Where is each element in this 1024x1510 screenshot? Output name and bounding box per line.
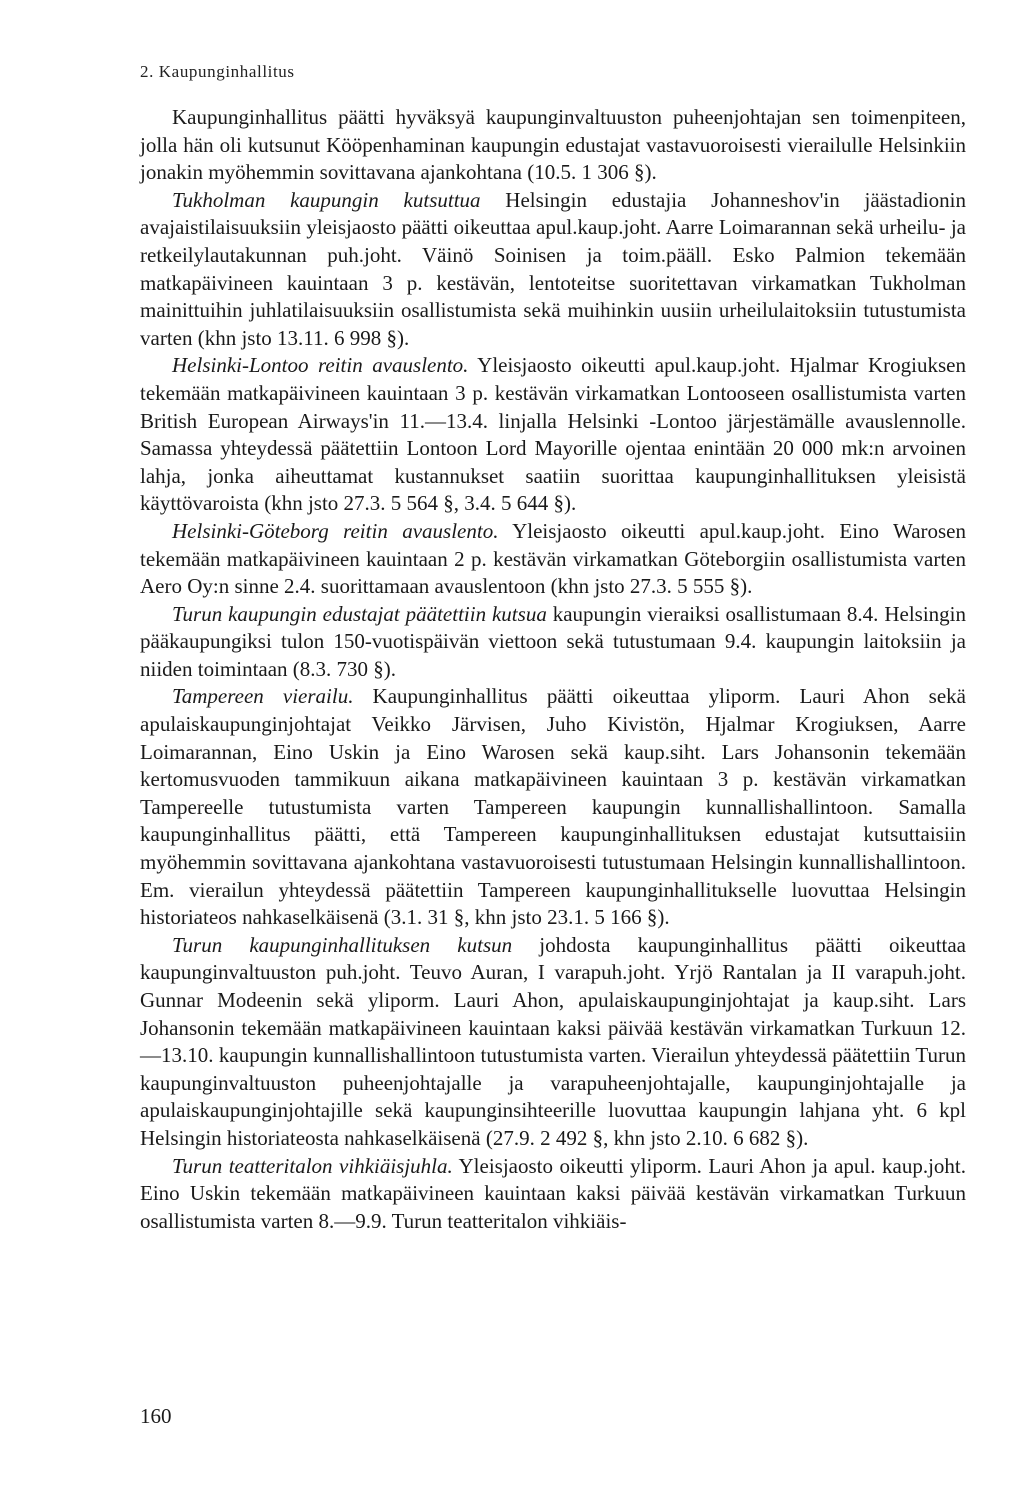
paragraph-3 — [140, 352, 966, 518]
paragraph-heading: Tukholman kaupungin kutsuttua — [172, 187, 481, 212]
paragraph-4 — [140, 518, 966, 601]
body-text — [140, 104, 966, 1235]
paragraph-text: Kaupunginhallitus päätti oikeuttaa yliporm. Lauri Ahon sekä apulaiskaupunginjohtajat Veikko Järvisen, Juho Kivistön, Hjalmar Krogiuksen, Aarre Loimarannan, Eino Uskin ja Eino Warosen sekä kaup.siht. Lars Johansonin tekemään kertomusvuoden tammikuun aikana matkapäivineen kauintaan 3 p. kestävän virkamatkan Tampereelle tutustumista varten Tampereen kaupungin kunnallishallintoon. Samalla kaupunginhallitus päätti, että Tampereen kaupunginhallituksen edustajat kutsuttaisiin myöhemmin sovittavana ajankohtana vastavuoroisesti tutustumaan Helsingin kunnallishallintoon. Em. vierailun yhteydessä päätettiin Tampereen kaupunginhallitukselle luovuttaa Helsingin historiateos nahkaselkäisenä (3.1. 31 §, khn jsto 23.1. 5 166 §). — [140, 684, 966, 930]
paragraph-6 — [140, 683, 966, 931]
paragraph-heading: Turun kaupunginhallituksen kutsun — [172, 932, 513, 957]
paragraph-text: Yleisjaosto oikeutti apul.kaup.joht. Hjalmar Krogiuksen tekemään matkapäivineen kauintaan 3 p. kestävän virkamatkan Lontooseen osallistumista varten British European Airways'in 11.—13.4. linjalla Helsinki -Lontoo järjestämälle avauslennolle. Samassa yhteydessä päätettiin Lontoon Lord Mayorille ojentaa enintään 20 000 mk:n arvoinen lahja, jonka aiheuttamat kustannukset saatiin suorittaa kaupunginhallituksen yleisistä käyttövaroista (khn jsto 27.3. 5 564 §, 3.4. 5 644 §). — [140, 353, 966, 516]
paragraph-2 — [140, 187, 966, 353]
paragraph-text: kaupungin vieraiksi osallistumaan 8.4. Helsingin pääkaupungiksi tulon 150-vuotispäivän viettoon sekä tutustumaan 9.4. kaupungin laitoksiin ja niiden toimintaan (8.3. 730 §). — [140, 601, 967, 681]
paragraph-8 — [140, 1153, 966, 1236]
paragraph-heading: Tampereen vierailu. — [172, 684, 354, 709]
page-number: 160 — [140, 1404, 172, 1428]
paragraph-text: Helsingin edustajia Johanneshov'in jäästadionin avajaistilaisuuksiin yleisjaosto päätti oikeuttaa apul.kaup.joht. Aarre Loimarannan sekä urheilu- ja retkeilylautakunnan puh.joht. Väinö Soinisen ja toim.pääll. Esko Palmion tekemään matkapäivineen kauintaan 3 p. kestävän, lentoteitse suoritettavan virkamatkan Tukholman mainittuihin juhlatilaisuuksiin osallistumista sekä muihinkin uusiin urheilulaitoksiin tutustumista varten (khn jsto 13.11. 6 998 §). — [140, 187, 966, 350]
paragraph-text: johdosta kaupunginhallitus päätti oikeuttaa kaupunginvaltuuston puh.joht. Teuvo Auran, I varapuh.joht. Yrjö Rantalan ja II varapuh.joht. Gunnar Modeenin sekä yliporm. Lauri Ahon, apulaiskaupunginjohtajat ja kaup.siht. Lars Johansonin tekemään matkapäivineen kauintaan kaksi päivää kestävän virkamatkan Turkuun 12.—13.10. kaupungin kunnallishallintoon tutustumista varten. Vierailun yhteydessä päätettiin Turun kaupunginvaltuuston puheenjohtajalle ja varapuheenjohtajalle, kaupunginjohtajalle ja apulaiskaupunginjohtajille sekä kaupunginsihteerille luovuttaa kaupungin lahjana yht. 6 kpl Helsingin historiateosta nahkaselkäisenä (27.9. 2 492 §, khn jsto 2.10. 6 682 §). — [140, 932, 967, 1150]
running-head: 2. Kaupunginhallitus — [140, 62, 295, 81]
paragraph-text: Yleisjaosto oikeutti yliporm. Lauri Ahon ja apul. kaup.joht. Eino Uskin tekemään matkapäivineen kauintaan kaksi päivää kestävän virkamatkan Turkuun osallistumista varten 8.—9.9. Turun teatteritalon vihkiäis- — [140, 1153, 967, 1233]
paragraph-1 — [140, 104, 966, 187]
paragraph-heading: Turun kaupungin edustajat päätettiin kutsua — [172, 601, 547, 626]
paragraph-text: Kaupunginhallitus päätti hyväksyä kaupunginvaltuuston puheenjohtajan sen toimenpiteen, jolla hän oli kutsunut Kööpenhaminan kaupungin edustajat vastavuoroisesti vierailulle Helsinkiin jonakin myöhemmin sovittavana ajankohtana (10.5. 1 306 §). — [140, 105, 966, 185]
paragraph-heading: Turun teatteritalon vihkiäisjuhla. — [172, 1153, 453, 1178]
paragraph-7 — [140, 932, 966, 1153]
paragraph-heading: Helsinki-Göteborg reitin avauslento. — [172, 518, 499, 543]
paragraph-text: Yleisjaosto oikeutti apul.kaup.joht. Eino Warosen tekemään matkapäivineen kauintaan 2 p. kestävän virkamatkan Göteborgiin osallistumista varten Aero Oy:n sinne 2.4. suorittamaan avauslentoon (khn jsto 27.3. 5 555 §). — [140, 518, 967, 599]
paragraph-5 — [140, 601, 966, 684]
paragraph-heading: Helsinki-Lontoo reitin avauslento. — [172, 353, 469, 378]
